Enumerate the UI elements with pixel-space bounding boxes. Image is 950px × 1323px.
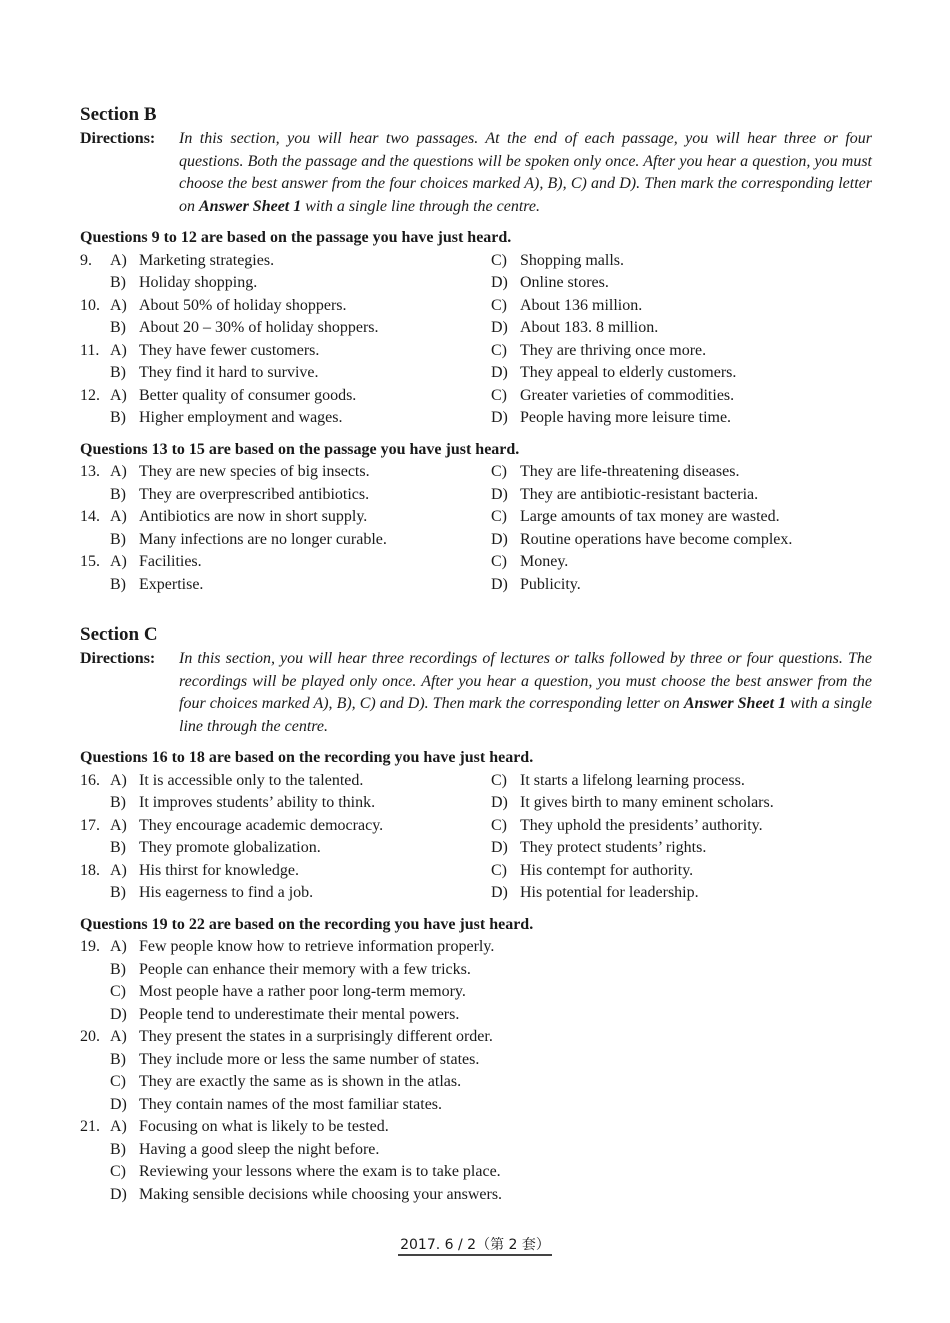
question-20-option <box>110 1071 872 1094</box>
directions <box>80 648 872 738</box>
question-group-heading: Questions 13 to 15 are based on the passage you have just heard. <box>80 440 520 458</box>
option-letter: C) <box>491 553 507 570</box>
question-17-row <box>80 815 872 838</box>
option-text: People having more leisure time. <box>520 409 732 426</box>
question-20-option <box>110 1094 872 1117</box>
question-16-row <box>80 792 872 815</box>
question-number-spacer <box>80 317 110 340</box>
option-letter: D) <box>491 884 508 901</box>
option-text: Expertise. <box>139 575 204 593</box>
question-number-spacer <box>80 1161 110 1184</box>
option-letter: B) <box>110 794 126 811</box>
question-9-option <box>491 272 872 295</box>
option-letter: B) <box>110 960 126 978</box>
exam-page <box>80 104 872 1206</box>
question-12-option <box>110 407 491 430</box>
question-number-spacer <box>80 981 110 1004</box>
question-10-row <box>80 295 872 318</box>
question-20-option <box>110 1049 872 1072</box>
question-number: 10. <box>80 296 100 314</box>
option-text: His eagerness to find a job. <box>139 884 314 901</box>
question-14-option <box>110 506 491 529</box>
option-letter: B) <box>110 1050 126 1068</box>
option-letter: A) <box>110 463 127 480</box>
option-text: Facilities. <box>139 553 202 570</box>
question-10-row <box>80 317 872 340</box>
question-17-option <box>110 837 491 860</box>
option-text: Large amounts of tax money are wasted. <box>520 508 780 525</box>
question-20-row <box>80 1094 872 1117</box>
question-19-row <box>80 959 872 982</box>
option-letter: A) <box>110 816 127 834</box>
question-number-spacer <box>80 1094 110 1117</box>
option-letter: D) <box>491 274 508 291</box>
option-text: Many infections are no longer curable. <box>139 530 387 548</box>
question-number: 16. <box>80 771 100 789</box>
option-text: Routine operations have become complex. <box>520 530 793 548</box>
option-letter: B) <box>110 485 126 503</box>
question-16-option <box>110 792 491 815</box>
question-16-option <box>491 792 872 815</box>
option-letter: D) <box>491 530 508 548</box>
question-16-option <box>110 770 491 793</box>
question-16-row <box>80 770 872 793</box>
question-15-option <box>491 551 872 574</box>
option-letter: D) <box>491 319 508 336</box>
option-letter: D) <box>491 575 508 593</box>
option-text: Reviewing your lessons where the exam is to take place. <box>139 1163 501 1180</box>
option-letter: C) <box>491 816 507 834</box>
option-text: People can enhance their memory with a few tricks. <box>139 960 471 978</box>
question-17-option <box>491 815 872 838</box>
option-text: About 20 – 30% of holiday shoppers. <box>139 319 379 336</box>
question-number: 12. <box>80 386 100 404</box>
option-letter: D) <box>491 364 508 381</box>
question-16-option <box>491 770 872 793</box>
option-letter: C) <box>110 1073 126 1090</box>
question-number: 15. <box>80 553 100 570</box>
question-9-option <box>110 250 491 273</box>
question-15-option <box>491 574 872 597</box>
option-text: They are antibiotic-resistant bacteria. <box>520 485 759 503</box>
option-letter: B) <box>110 575 126 593</box>
option-text: They are thriving once more. <box>520 341 707 359</box>
question-21-option <box>110 1139 872 1162</box>
question-9-row <box>80 272 872 295</box>
option-letter: A) <box>110 553 127 570</box>
option-letter: C) <box>491 508 507 525</box>
question-14-row <box>80 529 872 552</box>
section-b <box>80 104 872 596</box>
question-number-spacer <box>80 792 110 815</box>
option-letter: A) <box>110 386 127 404</box>
option-text: Higher employment and wages. <box>139 409 343 426</box>
section-title: Section B <box>80 104 157 125</box>
question-10-option <box>110 317 491 340</box>
question-number-spacer <box>80 1049 110 1072</box>
question-13-option <box>491 461 872 484</box>
option-text: They protect students’ rights. <box>520 839 707 856</box>
option-text: His potential for leadership. <box>520 884 699 901</box>
directions-text <box>179 648 872 738</box>
question-12-option <box>491 385 872 408</box>
option-text: They are overprescribed antibiotics. <box>139 485 370 503</box>
question-number: 14. <box>80 508 100 525</box>
question-19-option <box>110 981 872 1004</box>
question-21-row <box>80 1161 872 1184</box>
option-text: Having a good sleep the night before. <box>139 1140 380 1158</box>
question-19-row <box>80 1004 872 1027</box>
option-letter: C) <box>491 463 507 480</box>
option-letter: C) <box>110 1163 126 1180</box>
option-text: It gives birth to many eminent scholars. <box>520 794 774 811</box>
option-text: Shopping malls. <box>520 251 625 269</box>
question-11-option <box>491 340 872 363</box>
option-letter: A) <box>110 861 127 879</box>
directions-text <box>179 128 872 218</box>
question-13-option <box>491 484 872 507</box>
option-letter: A) <box>110 508 127 525</box>
option-text: They are new species of big insects. <box>139 463 370 480</box>
question-13-row <box>80 484 872 507</box>
option-text: His thirst for knowledge. <box>139 861 299 879</box>
option-text: Online stores. <box>520 274 609 291</box>
option-text: It starts a lifelong learning process. <box>520 771 745 789</box>
question-18-option <box>491 882 872 905</box>
option-letter: B) <box>110 839 126 856</box>
option-letter: A) <box>110 1028 127 1045</box>
question-13-option <box>110 461 491 484</box>
option-letter: C) <box>491 296 507 314</box>
question-15-row <box>80 551 872 574</box>
question-18-option <box>110 860 491 883</box>
directions-text-part: with a single line through the centre. <box>301 197 541 215</box>
question-number-spacer <box>80 1071 110 1094</box>
option-text: They have fewer customers. <box>139 341 320 359</box>
question-18-option <box>491 860 872 883</box>
question-number-spacer <box>80 959 110 982</box>
option-letter: B) <box>110 1140 126 1158</box>
footer-text: 2017. 6 / 2（第 2 套） <box>398 1237 552 1256</box>
question-15-option <box>110 551 491 574</box>
question-12-option <box>491 407 872 430</box>
question-number: 19. <box>80 938 100 955</box>
answer-sheet-reference: Answer Sheet 1 <box>683 695 787 712</box>
question-17-option <box>491 837 872 860</box>
question-21-option <box>110 1184 872 1207</box>
answer-sheet-reference: Answer Sheet 1 <box>199 197 302 215</box>
option-text: They are life-threatening diseases. <box>520 463 740 480</box>
option-letter: B) <box>110 530 126 548</box>
option-text: They present the states in a surprisingly different order. <box>139 1028 493 1045</box>
option-text: They are exactly the same as is shown in the atlas. <box>139 1073 462 1090</box>
option-text: They include more or less the same number of states. <box>139 1050 480 1068</box>
option-letter: B) <box>110 319 126 336</box>
question-10-option <box>491 317 872 340</box>
question-number: 11. <box>80 341 100 359</box>
question-11-option <box>491 362 872 385</box>
directions-label: Directions: <box>80 130 156 147</box>
option-text: They contain names of the most familiar states. <box>139 1095 443 1113</box>
option-letter: D) <box>491 485 508 503</box>
question-19-row <box>80 981 872 1004</box>
question-17-option <box>110 815 491 838</box>
question-18-option <box>110 882 491 905</box>
section-c <box>80 624 872 1206</box>
question-13-option <box>110 484 491 507</box>
option-letter: C) <box>491 341 507 359</box>
option-text: Few people know how to retrieve information properly. <box>139 938 495 955</box>
option-letter: C) <box>491 386 507 404</box>
directions-text-part: In this section, you will hear three recordings of lectures or talks followed by three or four questions. The recordings will be played only once. After you hear a question, you must choose the best answer from the four choices marked A), B), C) and D). Then mark the corresponding letter on <box>179 650 872 712</box>
question-18-row <box>80 860 872 883</box>
question-number-spacer <box>80 407 110 430</box>
option-letter: D) <box>110 1095 127 1113</box>
question-15-row <box>80 574 872 597</box>
question-number: 20. <box>80 1028 100 1045</box>
question-12-row <box>80 407 872 430</box>
question-14-option <box>110 529 491 552</box>
question-number: 18. <box>80 861 100 879</box>
option-letter: B) <box>110 884 126 901</box>
option-letter: D) <box>110 1185 127 1203</box>
section-title: Section C <box>80 624 158 645</box>
question-11-option <box>110 340 491 363</box>
option-letter: C) <box>110 983 126 1000</box>
option-text: Holiday shopping. <box>139 274 258 291</box>
directions <box>80 128 872 218</box>
option-text: Publicity. <box>520 575 581 593</box>
option-text: About 136 million. <box>520 296 643 314</box>
question-14-option <box>491 529 872 552</box>
question-12-option <box>110 385 491 408</box>
question-9-row <box>80 250 872 273</box>
question-number-spacer <box>80 484 110 507</box>
option-text: It is accessible only to the talented. <box>139 771 364 789</box>
question-12-row <box>80 385 872 408</box>
option-text: About 50% of holiday shoppers. <box>139 296 347 314</box>
question-number-spacer <box>80 1004 110 1027</box>
directions-text-part: In this section, you will hear two passages. At the end of each passage, you will hear three or four questions. Both the passage and the questions will be spoken only once. After you hear a question, you must choose the best answer from the four choices marked A), B), C) and D). Then mark the corresponding letter on <box>179 130 872 215</box>
option-text: They encourage academic democracy. <box>139 816 384 834</box>
question-number-spacer <box>80 882 110 905</box>
question-number-spacer <box>80 574 110 597</box>
question-number-spacer <box>80 837 110 860</box>
option-letter: D) <box>491 839 508 856</box>
option-text: It improves students’ ability to think. <box>139 794 376 811</box>
option-text: Marketing strategies. <box>139 251 275 269</box>
option-text: Making sensible decisions while choosing your answers. <box>139 1185 503 1203</box>
question-19-option <box>110 959 872 982</box>
option-letter: A) <box>110 296 127 314</box>
question-14-row <box>80 506 872 529</box>
option-text: Better quality of consumer goods. <box>139 386 357 404</box>
question-number-spacer <box>80 1139 110 1162</box>
question-number-spacer <box>80 272 110 295</box>
question-20-option <box>110 1026 872 1049</box>
option-letter: D) <box>491 409 508 426</box>
question-21-row <box>80 1139 872 1162</box>
question-13-row <box>80 461 872 484</box>
question-15-option <box>110 574 491 597</box>
question-10-option <box>110 295 491 318</box>
question-9-option <box>491 250 872 273</box>
option-text: Most people have a rather poor long-term memory. <box>139 983 466 1000</box>
option-letter: B) <box>110 274 126 291</box>
directions-text-part: with a single line through the centre. <box>179 695 873 735</box>
question-19-row <box>80 936 872 959</box>
question-19-option <box>110 936 872 959</box>
option-text: His contempt for authority. <box>520 861 694 879</box>
option-text: Focusing on what is likely to be tested. <box>139 1118 389 1135</box>
question-21-option <box>110 1116 872 1139</box>
option-letter: C) <box>491 251 507 269</box>
option-text: They find it hard to survive. <box>139 364 319 381</box>
question-19-option <box>110 1004 872 1027</box>
question-number: 13. <box>80 463 100 480</box>
question-14-option <box>491 506 872 529</box>
question-group-heading: Questions 19 to 22 are based on the recording you have just heard. <box>80 915 534 933</box>
question-18-row <box>80 882 872 905</box>
question-group-heading: Questions 16 to 18 are based on the recording you have just heard. <box>80 749 534 766</box>
option-letter: A) <box>110 938 127 955</box>
question-9-option <box>110 272 491 295</box>
option-text: About 183. 8 million. <box>520 319 659 336</box>
option-text: Greater varieties of commodities. <box>520 386 735 404</box>
directions-label: Directions: <box>80 650 156 667</box>
question-20-row <box>80 1026 872 1049</box>
question-group-heading: Questions 9 to 12 are based on the passage you have just heard. <box>80 229 512 246</box>
option-text: They promote globalization. <box>139 839 321 856</box>
option-text: They uphold the presidents’ authority. <box>520 816 763 834</box>
question-number: 17. <box>80 816 100 834</box>
option-letter: A) <box>110 771 127 789</box>
question-number: 9. <box>80 251 92 269</box>
option-letter: A) <box>110 251 127 269</box>
option-letter: C) <box>491 771 507 789</box>
option-letter: A) <box>110 1118 127 1135</box>
option-letter: B) <box>110 409 126 426</box>
page-footer <box>0 1236 950 1254</box>
question-number-spacer <box>80 362 110 385</box>
question-11-row <box>80 340 872 363</box>
option-text: They appeal to elderly customers. <box>520 364 737 381</box>
option-letter: D) <box>491 794 508 811</box>
question-11-row <box>80 362 872 385</box>
option-text: People tend to underestimate their mental powers. <box>139 1005 460 1023</box>
question-number-spacer <box>80 529 110 552</box>
option-text: Money. <box>520 553 569 570</box>
question-10-option <box>491 295 872 318</box>
question-20-row <box>80 1049 872 1072</box>
question-21-option <box>110 1161 872 1184</box>
option-letter: A) <box>110 341 127 359</box>
question-20-row <box>80 1071 872 1094</box>
option-text: Antibiotics are now in short supply. <box>139 508 368 525</box>
question-21-row <box>80 1116 872 1139</box>
question-21-row <box>80 1184 872 1207</box>
option-letter: B) <box>110 364 126 381</box>
question-17-row <box>80 837 872 860</box>
question-11-option <box>110 362 491 385</box>
question-number: 21. <box>80 1118 100 1135</box>
option-letter: C) <box>491 861 507 879</box>
question-number-spacer <box>80 1184 110 1207</box>
option-letter: D) <box>110 1005 127 1023</box>
